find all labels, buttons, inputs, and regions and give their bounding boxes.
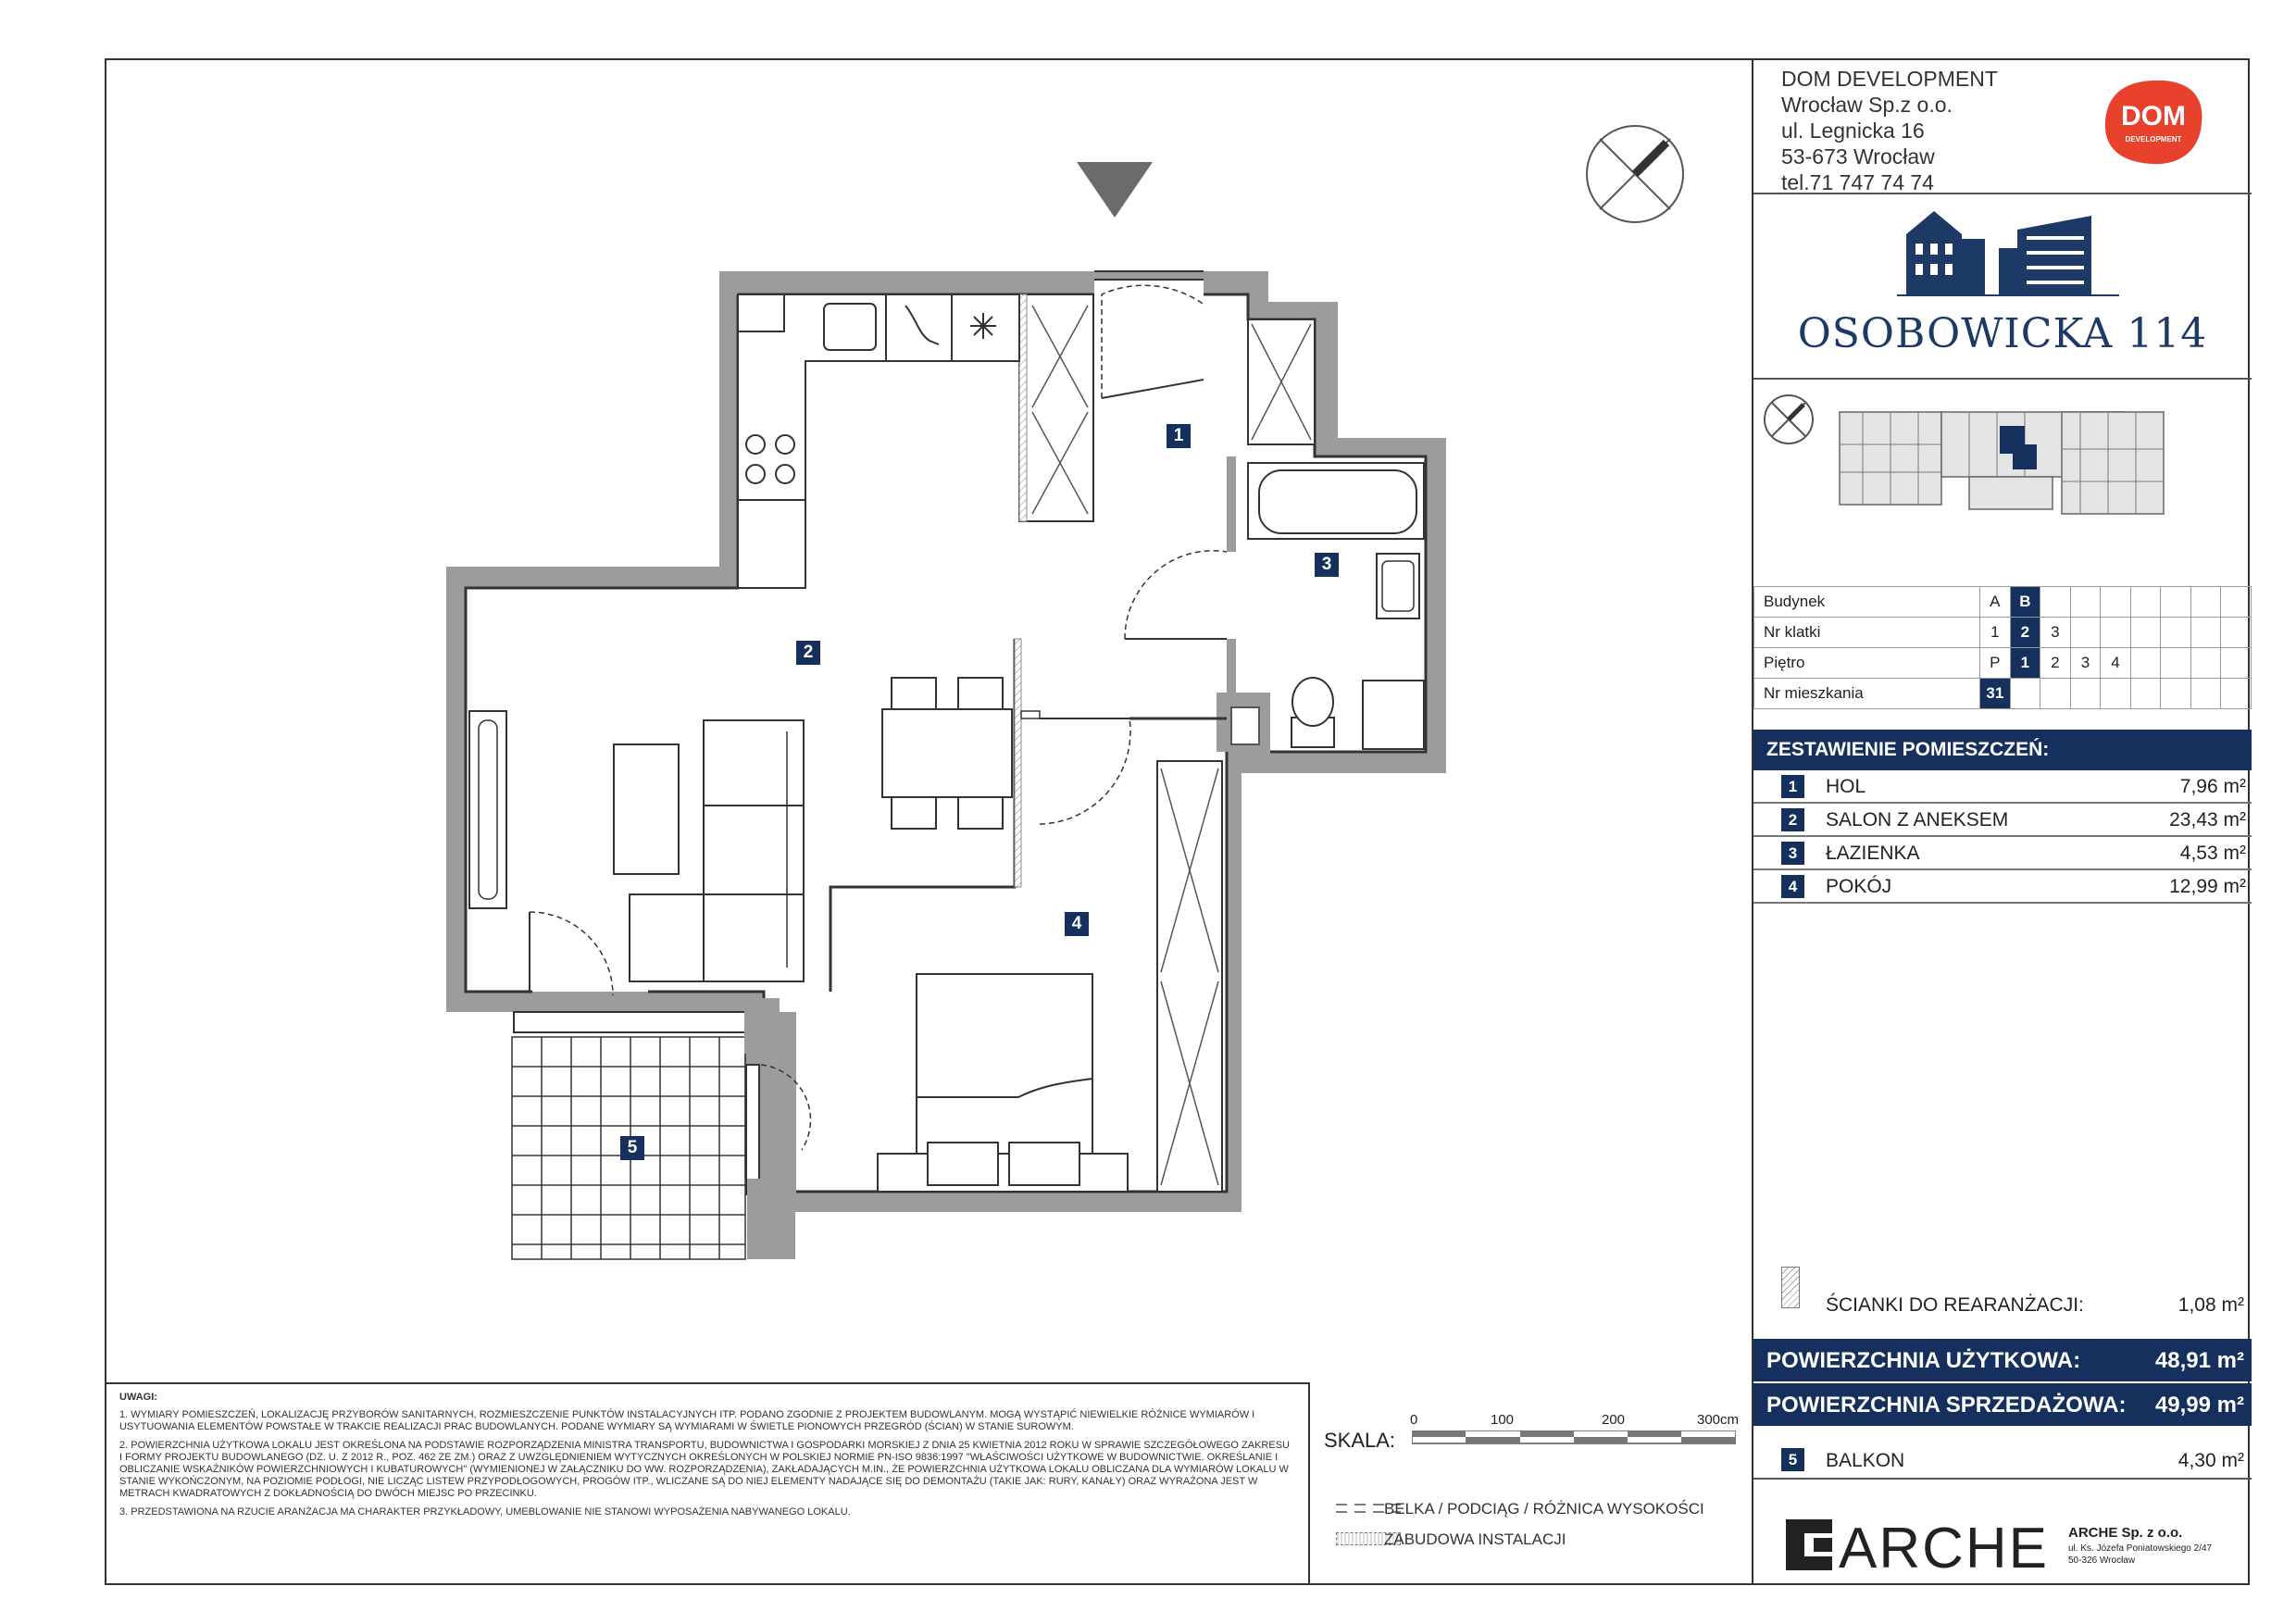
location-cell-empty <box>2130 679 2161 709</box>
arche-address-2: 50-326 Wrocław <box>2068 1555 2136 1566</box>
scianki-area: 1,08 m² <box>2177 1294 2244 1316</box>
location-cell: 31 <box>1980 679 2011 709</box>
arche-logo <box>1781 1510 2059 1575</box>
scale-label: SKALA: <box>1324 1429 1396 1452</box>
floor-plan <box>105 58 1752 1382</box>
scale-legend-box <box>1310 1382 1752 1585</box>
scale-tick-200: 200 <box>1602 1412 1626 1428</box>
room-row <box>1753 770 2252 804</box>
scianki-label: ŚCIANKI DO REARANŻACJI: <box>1826 1294 2084 1316</box>
scale-tick-300: 300cm <box>1697 1412 1740 1428</box>
location-row-label: Budynek <box>1754 587 1980 618</box>
arche-logo-box <box>1753 1480 2252 1585</box>
location-cell-empty <box>2221 648 2252 679</box>
location-cell-empty <box>2161 648 2191 679</box>
location-cell: 1 <box>2010 648 2040 679</box>
svg-text:DOM: DOM <box>2121 101 2186 131</box>
room-number: 4 <box>1781 875 1804 898</box>
location-cell: 1 <box>1980 618 2011 648</box>
location-cell-empty <box>2190 618 2221 648</box>
location-cell: 4 <box>2101 648 2131 679</box>
room-row <box>1753 804 2252 837</box>
location-row <box>1754 587 2252 618</box>
location-cell-empty <box>2161 618 2191 648</box>
rearrangement-wall-icon <box>1781 1267 1800 1308</box>
room-row <box>1753 837 2252 870</box>
location-cell-empty <box>2101 679 2131 709</box>
room-number: 3 <box>1781 842 1804 865</box>
location-cell: 2 <box>2010 618 2040 648</box>
arche-address-1: ul. Ks. Józefa Poniatowskiego 2/47 <box>2068 1543 2213 1554</box>
key-plan-compass-icon <box>1765 395 1813 443</box>
room-area: 23,43 m² <box>2169 809 2246 831</box>
legend-installation: ZABUDOWA INSTALACJI <box>1384 1530 1566 1548</box>
north-compass-icon <box>1587 126 1683 222</box>
plan-label-room-3: 3 <box>1315 553 1339 577</box>
scale-tick-100: 100 <box>1491 1412 1515 1428</box>
location-row-label: Piętro <box>1754 648 1980 679</box>
location-cell: B <box>2010 587 2040 618</box>
location-row-label: Nr klatki <box>1754 618 1980 648</box>
location-table <box>1753 586 2252 709</box>
powierzchnia-uzytkowa: POWIERZCHNIA UŻYTKOWA: 48,91 m² <box>1753 1339 2252 1381</box>
company-info: DOM DEVELOPMENT Wrocław Sp.z o.o. ul. Legnicka 16 53-673 Wrocław tel.71 747 74 74 <box>1781 67 1998 194</box>
location-cell-empty <box>2190 648 2221 679</box>
plan-label-room-4: 4 <box>1065 912 1089 936</box>
scianki-row <box>1753 1280 2252 1336</box>
plan-label-room-1: 1 <box>1167 424 1191 448</box>
location-cell-empty <box>2101 618 2131 648</box>
location-row <box>1754 648 2252 679</box>
room-number: 1 <box>1781 775 1804 798</box>
location-cell-empty <box>2010 679 2040 709</box>
location-cell-empty <box>2190 587 2221 618</box>
scale-bar <box>1412 1430 1736 1445</box>
svg-text:ARCHE: ARCHE <box>1839 1517 2050 1575</box>
location-row <box>1754 679 2252 709</box>
note-3: 3. PRZEDSTAWIONA NA RZUCIE ARANŻACJA MA CHARAKTER PRZYKŁADOWY, UMEBLOWANIE NIE STANOWI WYPOSAŻENIA NABYWANEGO LOKALU. <box>119 1506 851 1518</box>
sidebar <box>1752 58 2250 1585</box>
notes-box <box>105 1382 1310 1585</box>
location-cell-empty <box>2190 679 2221 709</box>
legend-beam: BELKA / PODCIĄG / RÓŻNICA WYSOKOŚCI <box>1384 1500 1704 1518</box>
svg-text:DEVELOPMENT: DEVELOPMENT <box>2125 135 2182 144</box>
room-area: 12,99 m² <box>2169 876 2246 897</box>
location-cell-empty <box>2040 587 2071 618</box>
entrance-arrow-icon <box>1077 162 1153 218</box>
location-cell-empty <box>2070 587 2101 618</box>
plan-label-room-2: 2 <box>796 641 820 665</box>
location-cell-empty <box>2161 587 2191 618</box>
location-row-label: Nr mieszkania <box>1754 679 1980 709</box>
location-cell: P <box>1980 648 2011 679</box>
room-area: 7,96 m² <box>2179 776 2246 797</box>
key-plan <box>1761 384 2252 569</box>
location-cell: 3 <box>2040 618 2071 648</box>
notes-heading: UWAGI: <box>119 1392 157 1403</box>
location-cell-empty <box>2101 587 2131 618</box>
scale-tick-0: 0 <box>1410 1412 1418 1428</box>
project-title: OSOBOWICKA 114 <box>1797 310 2208 357</box>
location-cell-empty <box>2221 618 2252 648</box>
location-row <box>1754 618 2252 648</box>
room-name: POKÓJ <box>1826 876 1892 897</box>
room-row <box>1753 870 2252 904</box>
rooms-heading: ZESTAWIENIE POMIESZCZEŃ: <box>1753 730 2252 770</box>
location-cell-empty <box>2130 618 2161 648</box>
location-cell: A <box>1980 587 2011 618</box>
plan-label-room-5: 5 <box>620 1136 644 1160</box>
room-name: HOL <box>1826 776 1866 797</box>
building-illustration <box>1897 206 2119 299</box>
note-1: 1. WYMIARY POMIESZCZEŃ, LOKALIZACJĘ PRZYBORÓW SANITARNYCH, ROZMIESZCZENIE PUNKTÓW INSTALACYJNYCH ITP. PODANO ZGODNIE Z PROJEKTEM BUDOWLANYM. MOGĄ WYSTĄPIĆ NIEWIELKIE RÓŻNICE WYMIARÓW I USYTUOWANIA ELEMENTÓW POWSTAŁE W TRAKCIE REALIZACJI PRAC BUDOWLANYCH. PODANE WYMIARY SĄ WYMIARAMI W ŚWIETLE PIONOWYCH PRZEGRÓD (ŚCIAN) W STANIE SUROWYM. <box>119 1409 1255 1432</box>
room-name: ŁAZIENKA <box>1826 843 1920 864</box>
note-2: 2. POWIERZCHNIA UŻYTKOWA LOKALU JEST OKREŚLONA NA PODSTAWIE ROZPORZĄDZENIA MINISTRA TRANSPORTU, BUDOWNICTWA I GOSPODARKI MORSKIEJ Z DNIA 25 KWIETNIA 2012 ROKU W SPRAWIE SZCZEGÓŁOWEGO ZAKRESU I FORMY PROJEKTU BUDOWLANEGO (DZ. U. Z 2012 R., POZ. 462 ZE ZM.) ORAZ Z UWZGLĘDNIENIEM WYTYCZNYCH OKREŚLONYCH W POLSKIEJ NORMIE PN-ISO 9836:1997 "WŁAŚCIWOŚCI UŻYTKOWE W BUDOWNICTWIE. OKREŚLANIE I OBLICZANIE WSKAŹNIKÓW POWIERZCHNIOWYCH I KUBATUROWYCH" (WYMIENIONEJ W ZAŁĄCZNIKU DO WW. ROZPORZĄDZENIA), ZAKŁADAJĄCYCH M.IN., ŻE POWIERZCHNIA UŻYTKOWA LOKALU OBLICZANA DLA WYMIARÓW LOKALU W STANIE WYKOŃCZONYM, NA POZIOMIE PODŁOGI, NIE LICZĄC LISTEW PRZYPODŁOGOWYCH, PROGÓW ITP., WLICZANE SĄ DO NIEJ ELEMENTY NADAJĄCE SIĘ DO DEMONTAŻU (TAKIE JAK: RURY, KANAŁY) ORAZ WYRAŻONA JEST W METRACH KWADRATOWYCH Z DOKŁADNOŚCIĄ DO DWÓCH MIEJSC PO PRZECINKU. <box>119 1440 1290 1499</box>
location-cell: 2 <box>2040 648 2071 679</box>
balkon-row: 5 BALKON 4,30 m² <box>1753 1443 2252 1480</box>
location-cell-empty <box>2040 679 2071 709</box>
location-cell-empty <box>2070 618 2101 648</box>
room-number: 2 <box>1781 808 1804 831</box>
room-name: SALON Z ANEKSEM <box>1826 809 2009 831</box>
location-cell-empty <box>2070 679 2101 709</box>
location-cell-empty <box>2130 648 2161 679</box>
room-area: 4,53 m² <box>2179 843 2246 864</box>
powierzchnia-sprzedazowa: POWIERZCHNIA SPRZEDAŻOWA: 49,99 m² <box>1753 1383 2252 1426</box>
location-cell-empty <box>2130 587 2161 618</box>
location-cell: 3 <box>2070 648 2101 679</box>
location-cell-empty <box>2161 679 2191 709</box>
location-cell-empty <box>2221 587 2252 618</box>
arche-name: ARCHE Sp. z o.o. <box>2068 1525 2183 1541</box>
dom-development-logo <box>2098 77 2209 169</box>
location-cell-empty <box>2221 679 2252 709</box>
